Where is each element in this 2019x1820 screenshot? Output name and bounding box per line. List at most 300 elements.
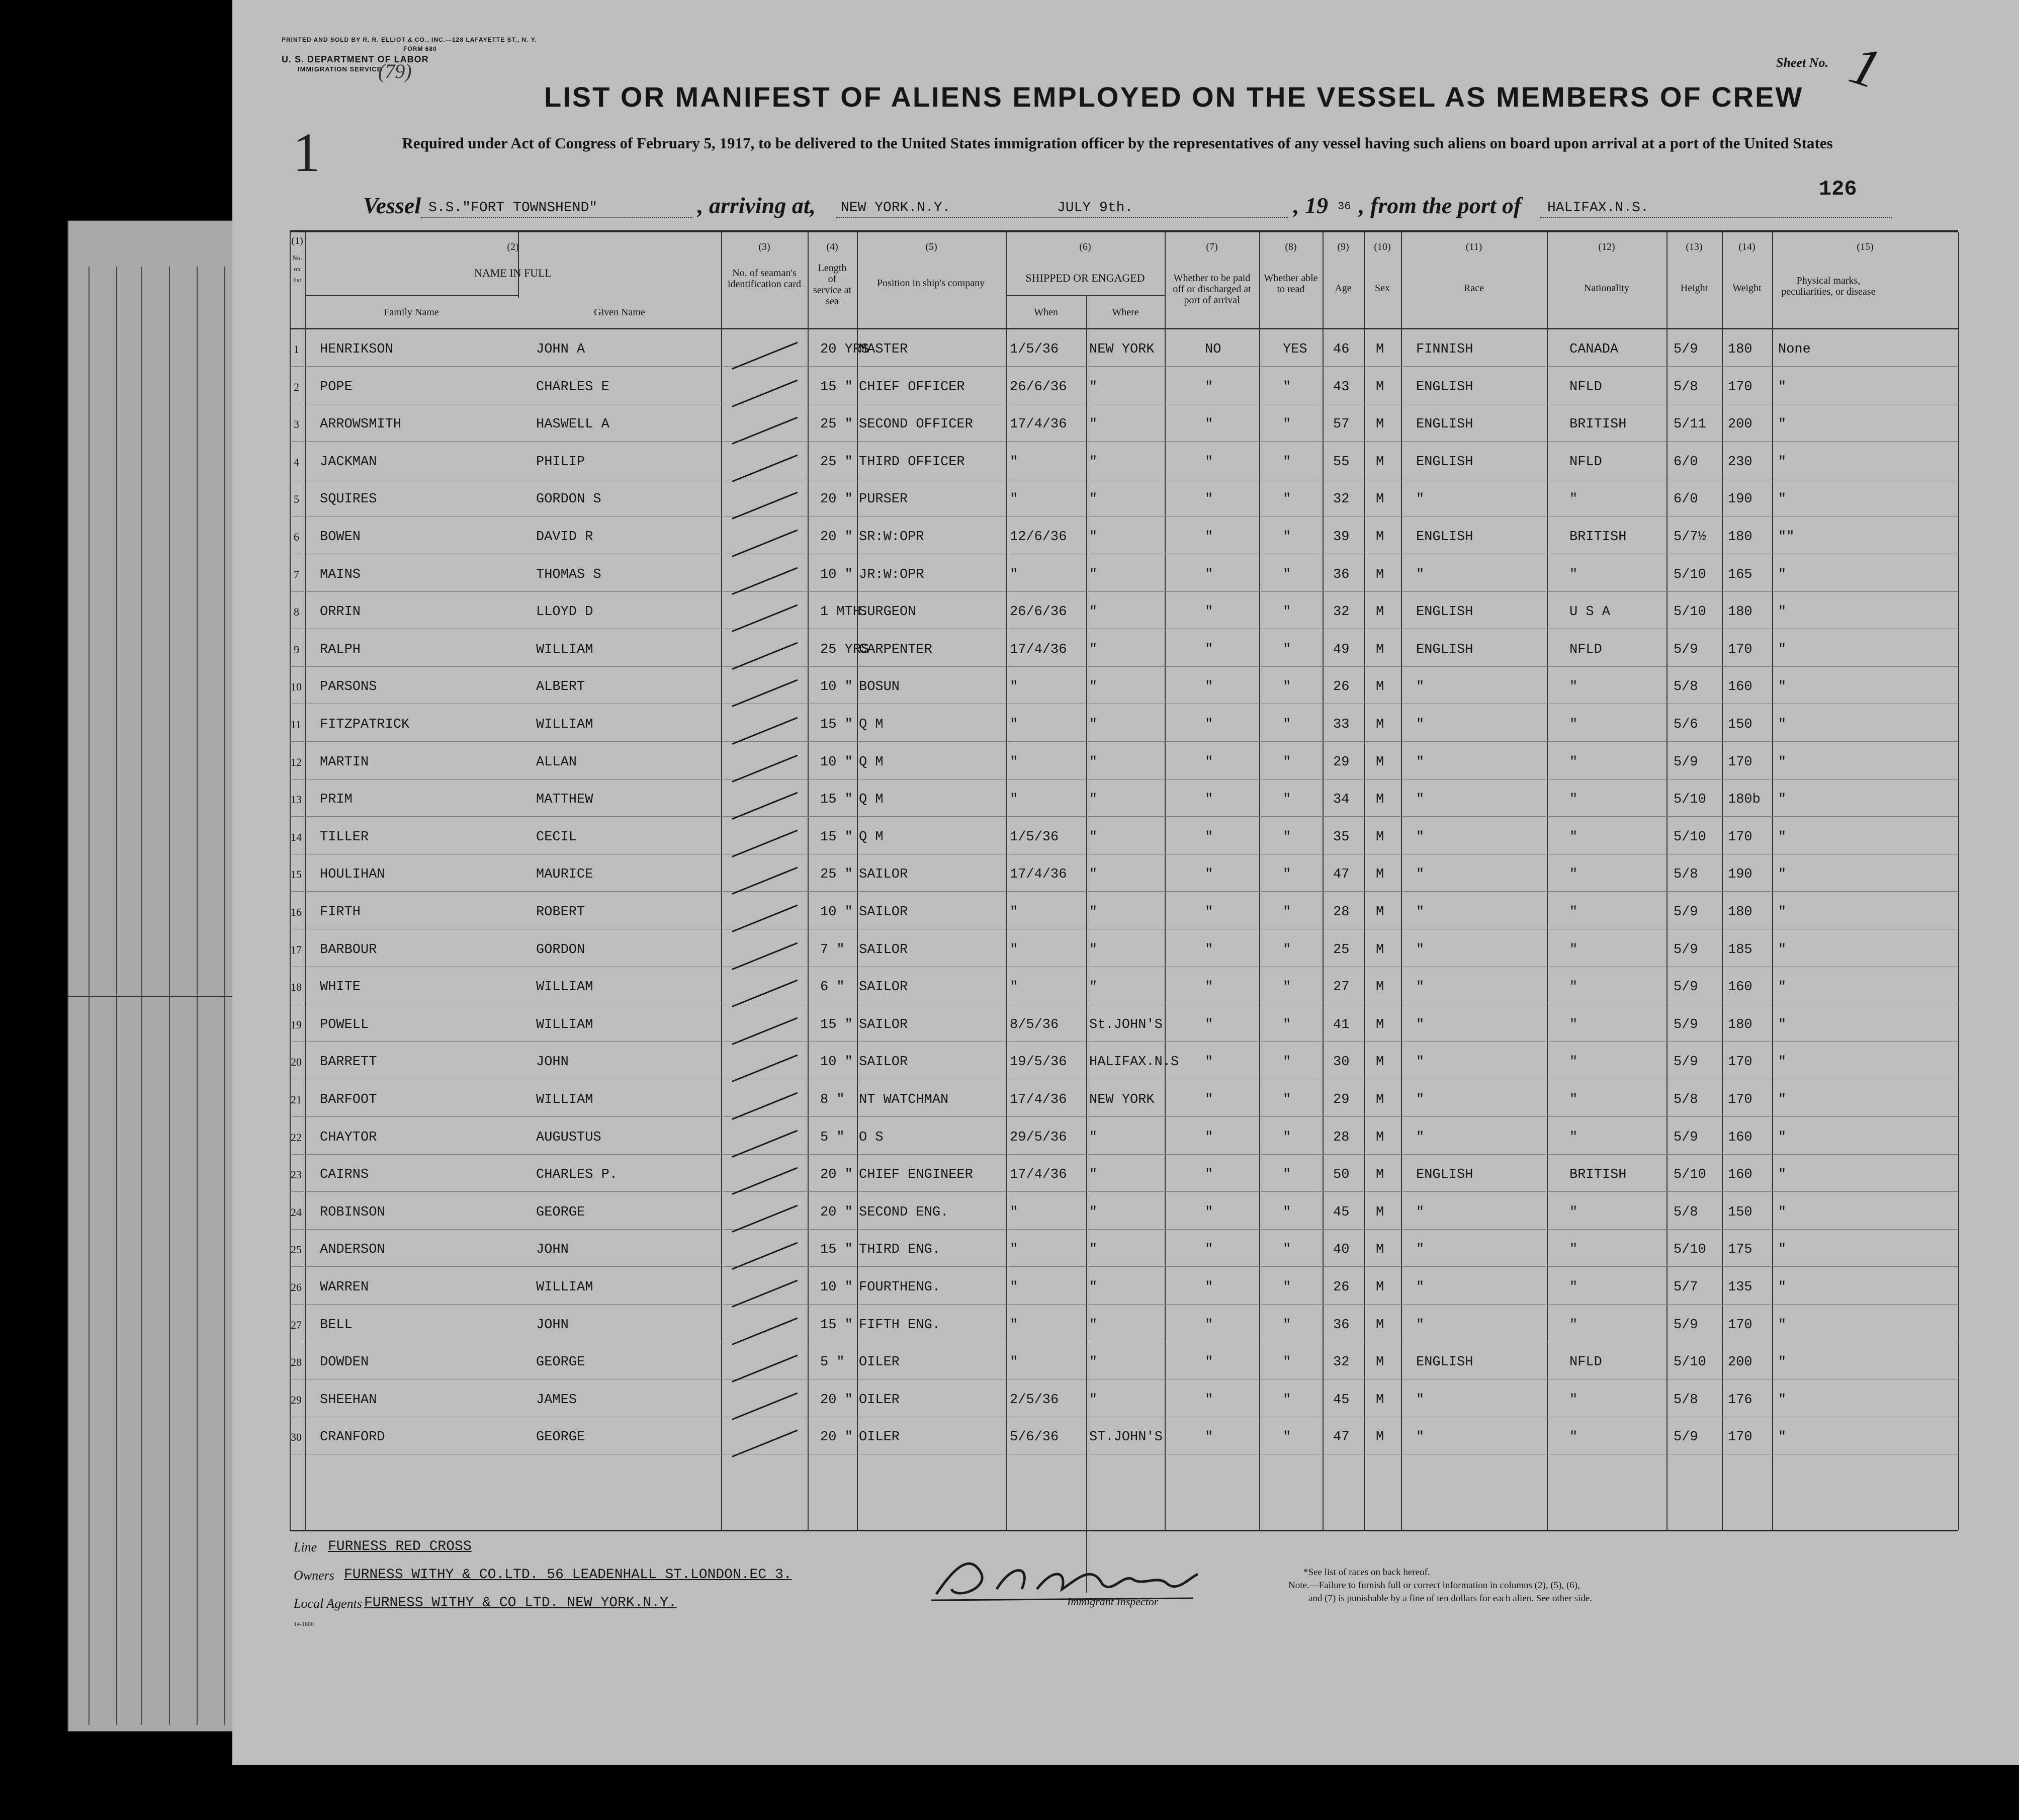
cell-race: ENGLISH — [1416, 604, 1473, 620]
hdr-age: Age — [1335, 283, 1352, 294]
note-star: *See list of races on back hereof. — [1303, 1567, 1430, 1578]
row-number: 27 — [291, 1318, 302, 1331]
hdr-no-on-list: No. on list — [292, 254, 302, 284]
row-number: 26 — [291, 1281, 302, 1293]
cell-weight: 170 — [1728, 1430, 1752, 1445]
shipped-subheader-rule — [1006, 295, 1165, 296]
cell-when: 5/6/36 — [1010, 1430, 1059, 1445]
col-num-7: (7) — [1206, 241, 1218, 252]
cell-race: ENGLISH — [1416, 1355, 1473, 1370]
hdr-paid-off: Whether to be paid off or discharged at port of arrival — [1173, 273, 1251, 306]
cell-service: 25 " — [820, 454, 853, 470]
cell-height: 5/8 — [1674, 867, 1698, 883]
cell-when: " — [1010, 1355, 1018, 1370]
cell-family: BARBOUR — [320, 942, 377, 958]
cell-weight: 180 — [1728, 1017, 1752, 1032]
cell-read: " — [1283, 867, 1291, 883]
cell-sex: M — [1376, 905, 1384, 920]
row-rule — [290, 366, 1958, 367]
cell-where: " — [1089, 642, 1098, 657]
cell-race: ENGLISH — [1416, 379, 1473, 395]
cell-family: HENRIKSON — [320, 342, 393, 357]
cell-age: 46 — [1333, 342, 1350, 357]
cell-given: THOMAS S — [536, 567, 601, 582]
cell-where: " — [1089, 867, 1098, 883]
cell-height: 5/10 — [1674, 1355, 1706, 1370]
cell-position: FIFTH ENG. — [859, 1317, 941, 1333]
cell-service: 1 MTH. — [820, 604, 869, 620]
id-card-slash — [732, 1392, 798, 1420]
cell-read: " — [1283, 1392, 1291, 1408]
cell-nationality: CANADA — [1569, 342, 1619, 357]
cell-sex: M — [1376, 1092, 1384, 1107]
cell-marks: " — [1778, 1355, 1787, 1370]
cell-marks: " — [1778, 492, 1787, 507]
col-num-2: (2) — [507, 241, 519, 252]
cell-marks: " — [1778, 1242, 1787, 1258]
cell-family: ROBINSON — [320, 1204, 385, 1220]
vessel-label: Vessel — [363, 193, 421, 218]
cell-sex: M — [1376, 492, 1384, 507]
id-card-slash — [732, 829, 798, 857]
col-rule — [1165, 232, 1166, 1530]
cell-marks: " — [1778, 905, 1787, 920]
cell-paid: " — [1205, 1130, 1213, 1145]
manifest-document — [232, 0, 2019, 1765]
cell-marks: " — [1778, 379, 1787, 395]
cell-where: " — [1089, 792, 1098, 808]
row-rule — [290, 741, 1958, 742]
cell-sex: M — [1376, 1130, 1384, 1145]
row-number: 2 — [294, 380, 299, 393]
cell-paid: " — [1205, 1392, 1213, 1408]
row-number: 17 — [291, 943, 302, 956]
cell-paid: " — [1205, 942, 1213, 958]
cell-paid: " — [1205, 1092, 1213, 1107]
cell-where: " — [1089, 1317, 1098, 1333]
cell-marks: " — [1778, 1055, 1787, 1070]
cell-marks: " — [1778, 454, 1787, 470]
cell-family: POWELL — [320, 1017, 369, 1032]
cell-weight: 135 — [1728, 1280, 1752, 1295]
cell-nationality: " — [1569, 1055, 1578, 1070]
cell-age: 32 — [1333, 1355, 1350, 1370]
cell-sex: M — [1376, 604, 1384, 620]
cell-read: " — [1283, 454, 1291, 470]
cell-race: " — [1416, 942, 1425, 958]
cell-age: 45 — [1333, 1392, 1350, 1408]
cell-read: " — [1283, 1204, 1291, 1220]
cell-where: " — [1089, 604, 1098, 620]
cell-nationality: NFLD — [1569, 379, 1602, 395]
cell-when: " — [1010, 492, 1018, 507]
owners-value: FURNESS WITHY & CO.LTD. 56 LEADENHALL ST.LONDON.EC 3. — [344, 1567, 792, 1583]
cell-race: " — [1416, 1204, 1425, 1220]
col-rule — [1364, 232, 1365, 1530]
row-number: 4 — [294, 455, 299, 468]
cell-given: WILLIAM — [536, 980, 593, 995]
vessel-name: S.S."FORT TOWNSHEND" — [428, 200, 598, 216]
cell-paid: " — [1205, 1055, 1213, 1070]
cell-race: " — [1416, 1130, 1425, 1145]
cell-height: 5/8 — [1674, 1392, 1698, 1408]
cell-given: LLOYD D — [536, 604, 593, 620]
id-card-slash — [732, 1280, 798, 1308]
cell-race: " — [1416, 1280, 1425, 1295]
cell-given: ALLAN — [536, 754, 577, 770]
cell-height: 5/10 — [1674, 829, 1706, 845]
cell-sex: M — [1376, 342, 1384, 357]
cell-height: 5/9 — [1674, 1130, 1698, 1145]
cell-paid: " — [1205, 1017, 1213, 1032]
stamp-number: 126 — [1819, 177, 1857, 201]
cell-given: WILLIAM — [536, 1017, 593, 1032]
cell-marks: " — [1778, 754, 1787, 770]
cell-height: 5/9 — [1674, 1055, 1698, 1070]
cell-when: 26/6/36 — [1010, 604, 1067, 620]
cell-where: " — [1089, 1355, 1098, 1370]
cell-service: 15 " — [820, 717, 853, 732]
cell-position: MASTER — [859, 342, 908, 357]
id-card-slash — [732, 1242, 798, 1270]
cell-where: NEW YORK — [1089, 342, 1155, 357]
cell-weight: 170 — [1728, 1092, 1752, 1107]
printer-line: PRINTED AND SOLD BY R. R. ELLIOT & CO., INC.—128 LAFAYETTE ST., N. Y. — [282, 36, 537, 43]
cell-service: 15 " — [820, 829, 853, 845]
cell-read: " — [1283, 942, 1291, 958]
cell-nationality: BRITISH — [1569, 530, 1627, 545]
id-card-slash — [732, 1204, 798, 1232]
line-value: FURNESS RED CROSS — [328, 1539, 472, 1554]
cell-given: JOHN — [536, 1055, 569, 1070]
cell-age: 45 — [1333, 1204, 1350, 1220]
col-rule — [1401, 232, 1402, 1530]
cell-race: " — [1416, 905, 1425, 920]
cell-family: ARROWSMITH — [320, 417, 402, 432]
cell-weight: 160 — [1728, 980, 1752, 995]
arriving-label: , arriving at, — [697, 193, 816, 218]
cell-read: " — [1283, 754, 1291, 770]
cell-sex: M — [1376, 980, 1384, 995]
cell-family: CRANFORD — [320, 1430, 385, 1445]
cell-read: " — [1283, 1430, 1291, 1445]
cell-marks: " — [1778, 1017, 1787, 1032]
cell-position: SAILOR — [859, 1055, 908, 1070]
cell-sex: M — [1376, 642, 1384, 657]
cell-race: " — [1416, 792, 1425, 808]
row-number: 8 — [294, 605, 299, 619]
cell-paid: " — [1205, 492, 1213, 507]
cell-sex: M — [1376, 1017, 1384, 1032]
cell-height: 5/9 — [1674, 1430, 1698, 1445]
cell-family: MAINS — [320, 567, 361, 582]
cell-age: 50 — [1333, 1167, 1350, 1183]
cell-when: 17/4/36 — [1010, 867, 1067, 883]
row-number: 21 — [291, 1093, 302, 1106]
cell-service: 10 " — [820, 1055, 853, 1070]
cell-paid: " — [1205, 754, 1213, 770]
cell-service: 25 " — [820, 417, 853, 432]
id-card-slash — [732, 1017, 798, 1045]
cell-when: 2/5/36 — [1010, 1392, 1059, 1408]
cell-height: 5/10 — [1674, 567, 1706, 582]
cell-age: 26 — [1333, 679, 1350, 695]
id-card-slash — [732, 1430, 798, 1457]
cell-weight: 180 — [1728, 530, 1752, 545]
cell-paid: " — [1205, 1430, 1213, 1445]
col-rule — [857, 232, 858, 1530]
col-rule — [721, 232, 722, 1530]
cell-service: 10 " — [820, 567, 853, 582]
cell-weight: 150 — [1728, 717, 1752, 732]
row-rule — [290, 1304, 1958, 1305]
row-number: 25 — [291, 1243, 302, 1256]
cell-read: " — [1283, 1317, 1291, 1333]
service: IMMIGRATION SERVICE — [298, 65, 382, 73]
cell-when: " — [1010, 1204, 1018, 1220]
cell-position: SAILOR — [859, 942, 908, 958]
cell-given: GORDON — [536, 942, 585, 958]
cell-when: " — [1010, 942, 1018, 958]
col-rule — [1772, 232, 1773, 1530]
cell-weight: 170 — [1728, 1055, 1752, 1070]
row-number: 22 — [291, 1131, 302, 1144]
cell-nationality: " — [1569, 1280, 1578, 1295]
from-label: , from the port of — [1359, 193, 1522, 218]
from-port: HALIFAX.N.S. — [1547, 200, 1649, 216]
cell-paid: " — [1205, 792, 1213, 808]
cell-read: " — [1283, 905, 1291, 920]
cell-family: PRIM — [320, 792, 353, 808]
cell-family: BOWEN — [320, 530, 361, 545]
cell-service: 20 " — [820, 1167, 853, 1183]
hdr-able-read: Whether able to read — [1264, 273, 1318, 295]
cell-age: 47 — [1333, 1430, 1350, 1445]
cell-where: " — [1089, 1242, 1098, 1258]
cell-nationality: " — [1569, 567, 1578, 582]
cell-family: FITZPATRICK — [320, 717, 410, 732]
cell-weight: 150 — [1728, 1204, 1752, 1220]
note-line-1: Note.—Failure to furnish full or correct information in columns (2), (5), (6), — [1288, 1580, 1580, 1591]
cell-given: ROBERT — [536, 905, 585, 920]
cell-given: GEORGE — [536, 1204, 585, 1220]
cell-where: " — [1089, 942, 1098, 958]
cell-when: " — [1010, 567, 1018, 582]
cell-family: HOULIHAN — [320, 867, 385, 883]
row-number: 16 — [291, 906, 302, 918]
header-bottom-rule — [290, 328, 1958, 329]
cell-where: " — [1089, 379, 1098, 395]
row-number: 6 — [294, 531, 299, 543]
cell-weight: 160 — [1728, 679, 1752, 695]
cell-paid: " — [1205, 1317, 1213, 1333]
col-num-11: (11) — [1465, 241, 1482, 252]
cell-race: " — [1416, 1392, 1425, 1408]
cell-given: GEORGE — [536, 1355, 585, 1370]
row-number: 20 — [291, 1056, 302, 1069]
cell-service: 10 " — [820, 1280, 853, 1295]
cell-paid: " — [1205, 717, 1213, 732]
cell-age: 28 — [1333, 905, 1350, 920]
cell-marks: " — [1778, 980, 1787, 995]
id-card-slash — [732, 754, 798, 782]
cell-paid: " — [1205, 1355, 1213, 1370]
cell-position: OILER — [859, 1430, 900, 1445]
id-card-slash — [732, 792, 798, 820]
cell-age: 27 — [1333, 980, 1350, 995]
cell-height: 5/9 — [1674, 942, 1698, 958]
cell-nationality: " — [1569, 1392, 1578, 1408]
cell-race: " — [1416, 567, 1425, 582]
cell-marks: None — [1778, 342, 1811, 357]
hdr-name-in-full: NAME IN FULL — [474, 267, 552, 279]
cell-read: " — [1283, 417, 1291, 432]
cell-nationality: " — [1569, 492, 1578, 507]
hdr-length-service: Length of service at sea — [813, 263, 852, 307]
cell-service: 20 " — [820, 1430, 853, 1445]
cell-read: " — [1283, 379, 1291, 395]
cell-paid: " — [1205, 1280, 1213, 1295]
cell-when: " — [1010, 679, 1018, 695]
cell-race: ENGLISH — [1416, 417, 1473, 432]
cell-weight: 170 — [1728, 1317, 1752, 1333]
cell-service: 7 " — [820, 942, 845, 958]
cell-where: " — [1089, 492, 1098, 507]
agents-value: FURNESS WITHY & CO LTD. NEW YORK.N.Y. — [364, 1595, 677, 1611]
cell-where: " — [1089, 829, 1098, 845]
cell-where: NEW YORK — [1089, 1092, 1155, 1107]
cell-given: WILLIAM — [536, 642, 593, 657]
hdr-sex: Sex — [1375, 283, 1390, 294]
cell-age: 43 — [1333, 379, 1350, 395]
cell-age: 32 — [1333, 492, 1350, 507]
cell-family: PARSONS — [320, 679, 377, 695]
cell-weight: 176 — [1728, 1392, 1752, 1408]
cell-weight: 160 — [1728, 1130, 1752, 1145]
year-prefix: , 19 — [1293, 193, 1328, 218]
cell-read: " — [1283, 1280, 1291, 1295]
cell-height: 5/6 — [1674, 717, 1698, 732]
cell-age: 47 — [1333, 867, 1350, 883]
sheet-no-value: 1 — [1842, 33, 1888, 101]
cell-weight: 180 — [1728, 604, 1752, 620]
cell-race: ENGLISH — [1416, 1167, 1473, 1183]
cell-marks: " — [1778, 1167, 1787, 1183]
cell-sex: M — [1376, 867, 1384, 883]
id-card-slash — [732, 1167, 798, 1195]
cell-position: OILER — [859, 1392, 900, 1408]
cell-when: 17/4/36 — [1010, 642, 1067, 657]
cell-service: 20 " — [820, 492, 853, 507]
cell-family: ANDERSON — [320, 1242, 385, 1258]
cell-paid: " — [1205, 604, 1213, 620]
cell-position: THIRD ENG. — [859, 1242, 941, 1258]
cell-read: " — [1283, 642, 1291, 657]
row-number: 29 — [291, 1393, 302, 1406]
row-number: 13 — [291, 793, 302, 806]
cell-read: " — [1283, 567, 1291, 582]
cell-weight: 170 — [1728, 829, 1752, 845]
cell-where: " — [1089, 567, 1098, 582]
id-card-slash — [732, 342, 798, 370]
cell-age: 25 — [1333, 942, 1350, 958]
page-subtitle: Required under Act of Congress of February 5, 1917, to be delivered to the United States immigration officer by the representatives of any vessel having such aliens on board upon arrival at a port of the United States — [402, 134, 1833, 152]
col-num-4: (4) — [826, 241, 838, 252]
row-number: 19 — [291, 1018, 302, 1031]
col-num-1: (1) — [291, 235, 303, 246]
col-num-12: (12) — [1598, 241, 1615, 252]
id-card-slash — [732, 604, 798, 632]
cell-where: " — [1089, 1167, 1098, 1183]
cell-marks: " — [1778, 679, 1787, 695]
cell-service: 20 " — [820, 1204, 853, 1220]
cell-paid: " — [1205, 417, 1213, 432]
cell-nationality: " — [1569, 829, 1578, 845]
cell-age: 34 — [1333, 792, 1350, 808]
cell-paid: " — [1205, 1204, 1213, 1220]
cell-service: 15 " — [820, 1242, 853, 1258]
cell-sex: M — [1376, 530, 1384, 545]
cell-family: ORRIN — [320, 604, 361, 620]
cell-race: " — [1416, 679, 1425, 695]
cell-where: " — [1089, 679, 1098, 695]
cell-when: 29/5/36 — [1010, 1130, 1067, 1145]
cell-age: 49 — [1333, 642, 1350, 657]
margin-mark: 1 — [293, 122, 320, 183]
cell-nationality: " — [1569, 1204, 1578, 1220]
id-card-slash — [732, 717, 798, 745]
hdr-given-name: Given Name — [594, 307, 645, 318]
row-number: 7 — [294, 568, 299, 581]
cell-nationality: " — [1569, 1317, 1578, 1333]
cell-position: Q M — [859, 792, 884, 808]
row-rule — [290, 1191, 1958, 1192]
cell-when: 19/5/36 — [1010, 1055, 1067, 1070]
cell-paid: " — [1205, 905, 1213, 920]
cell-height: 5/7 — [1674, 1280, 1698, 1295]
cell-race: " — [1416, 717, 1425, 732]
cell-race: " — [1416, 980, 1425, 995]
cell-height: 5/9 — [1674, 905, 1698, 920]
arrival-date: JULY 9th. — [1057, 200, 1133, 216]
cell-marks: " — [1778, 567, 1787, 582]
cell-read: " — [1283, 1167, 1291, 1183]
cell-age: 36 — [1333, 567, 1350, 582]
cell-height: 5/9 — [1674, 1017, 1698, 1032]
cell-marks: " — [1778, 1092, 1787, 1107]
department: U. S. DEPARTMENT OF LABOR — [282, 54, 429, 64]
id-card-slash — [732, 942, 798, 970]
cell-weight: 200 — [1728, 1355, 1752, 1370]
line-label: Line — [294, 1540, 317, 1554]
cell-height: 5/10 — [1674, 792, 1706, 808]
sheet-no-label: Sheet No. — [1776, 55, 1828, 70]
col-rule — [1666, 232, 1667, 1530]
cell-weight: 170 — [1728, 754, 1752, 770]
cell-given: CHARLES E — [536, 379, 609, 395]
cell-position: THIRD OFFICER — [859, 454, 965, 470]
cell-where: " — [1089, 1204, 1098, 1220]
cell-race: FINNISH — [1416, 342, 1473, 357]
note-line-2: and (7) is punishable by a fine of ten dollars for each alien. See other side. — [1308, 1593, 1593, 1604]
cell-marks: " — [1778, 867, 1787, 883]
cell-paid: " — [1205, 567, 1213, 582]
cell-paid: NO — [1205, 342, 1221, 357]
cell-nationality: " — [1569, 1130, 1578, 1145]
cell-family: WARREN — [320, 1280, 369, 1295]
col-num-14: (14) — [1738, 241, 1755, 252]
cell-height: 6/0 — [1674, 454, 1698, 470]
